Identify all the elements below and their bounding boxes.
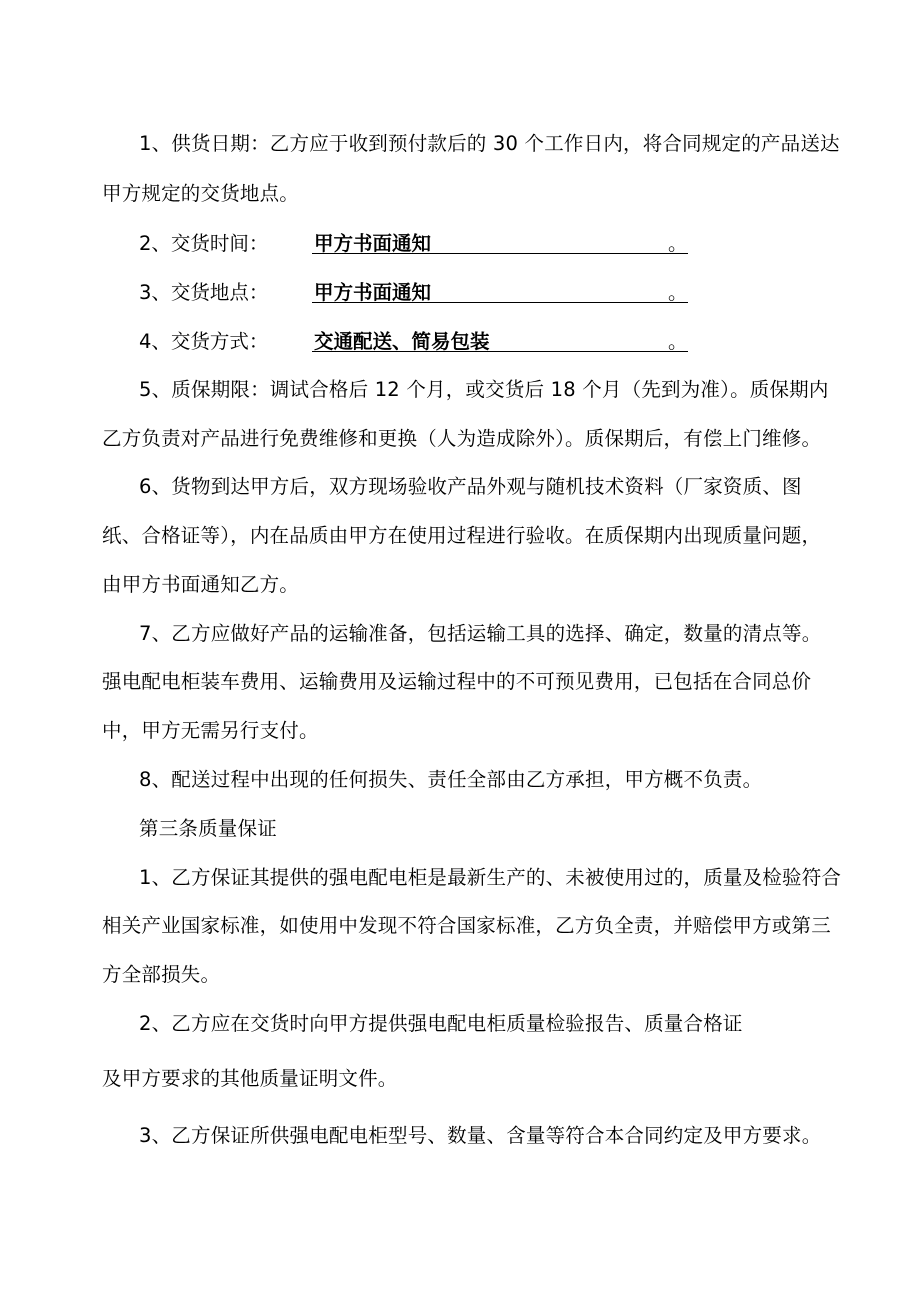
delivery-method-underline (312, 351, 688, 352)
delivery-location-label: 3、交货地点： (139, 281, 269, 304)
delivery-location-period: 。 (668, 281, 688, 304)
delivery-location-value: 甲方书面通知 (314, 281, 432, 304)
delivery-time-underline (312, 253, 688, 254)
quality-2-line-1: 2、乙方应在交货时向甲方提供强电配电柜质量检验报告、质量合格证 (139, 1012, 743, 1035)
quality-3-line-1: 3、乙方保证所供强电配电柜型号、数量、含量等符合本合同约定及甲方要求。 (139, 1124, 822, 1147)
delivery-method-label: 4、交货方式： (139, 330, 269, 353)
delivery-time-period: 。 (668, 232, 688, 255)
delivery-time-label: 2、交货时间： (139, 232, 269, 255)
clause-6-line-2: 纸、合格证等），内在品质由甲方在使用过程进行验收。在质保期内出现质量问题， (102, 524, 822, 547)
clause-7-line-3: 中，甲方无需另行支付。 (102, 719, 319, 742)
clause-6-line-3: 由甲方书面通知乙方。 (102, 573, 300, 596)
delivery-method-value: 交通配送、简易包装 (314, 330, 490, 353)
clause-6-line-1: 6、货物到达甲方后，双方现场验收产品外观与随机技术资料（厂家资质、图 (139, 475, 802, 498)
clause-1-line-1: 1、供货日期：乙方应于收到预付款后的 30 个工作日内，将合同规定的产品送达 (139, 132, 840, 155)
clause-7-line-1: 7、乙方应做好产品的运输准备，包括运输工具的选择、确定，数量的清点等。 (139, 622, 822, 645)
quality-1-line-1: 1、乙方保证其提供的强电配电柜是最新生产的、未被使用过的，质量及检验符合 (139, 866, 842, 889)
clause-5-line-1: 5、质保期限：调试合格后 12 个月，或交货后 18 个月（先到为准）。质保期内 (139, 378, 829, 401)
quality-2-line-2: 及甲方要求的其他质量证明文件。 (102, 1067, 398, 1090)
clause-7-line-2: 强电配电柜装车费用、运输费用及运输过程中的不可预见费用，已包括在合同总价 (102, 670, 812, 693)
delivery-time-value: 甲方书面通知 (314, 232, 432, 255)
delivery-location-underline (312, 302, 688, 303)
section-3-title: 第三条质量保证 (139, 817, 277, 840)
quality-1-line-2: 相关产业国家标准，如使用中发现不符合国家标准，乙方负全责，并赔偿甲方或第三 (102, 914, 831, 937)
clause-1-line-2: 甲方规定的交货地点。 (102, 182, 300, 205)
clause-8-line-1: 8、配送过程中出现的任何损失、责任全部由乙方承担，甲方概不负责。 (139, 768, 763, 791)
clause-5-line-2: 乙方负责对产品进行免费维修和更换（人为造成除外）。质保期后，有偿上门维修。 (102, 427, 822, 450)
quality-1-line-3: 方全部损失。 (102, 963, 221, 986)
delivery-method-period: 。 (668, 330, 688, 353)
